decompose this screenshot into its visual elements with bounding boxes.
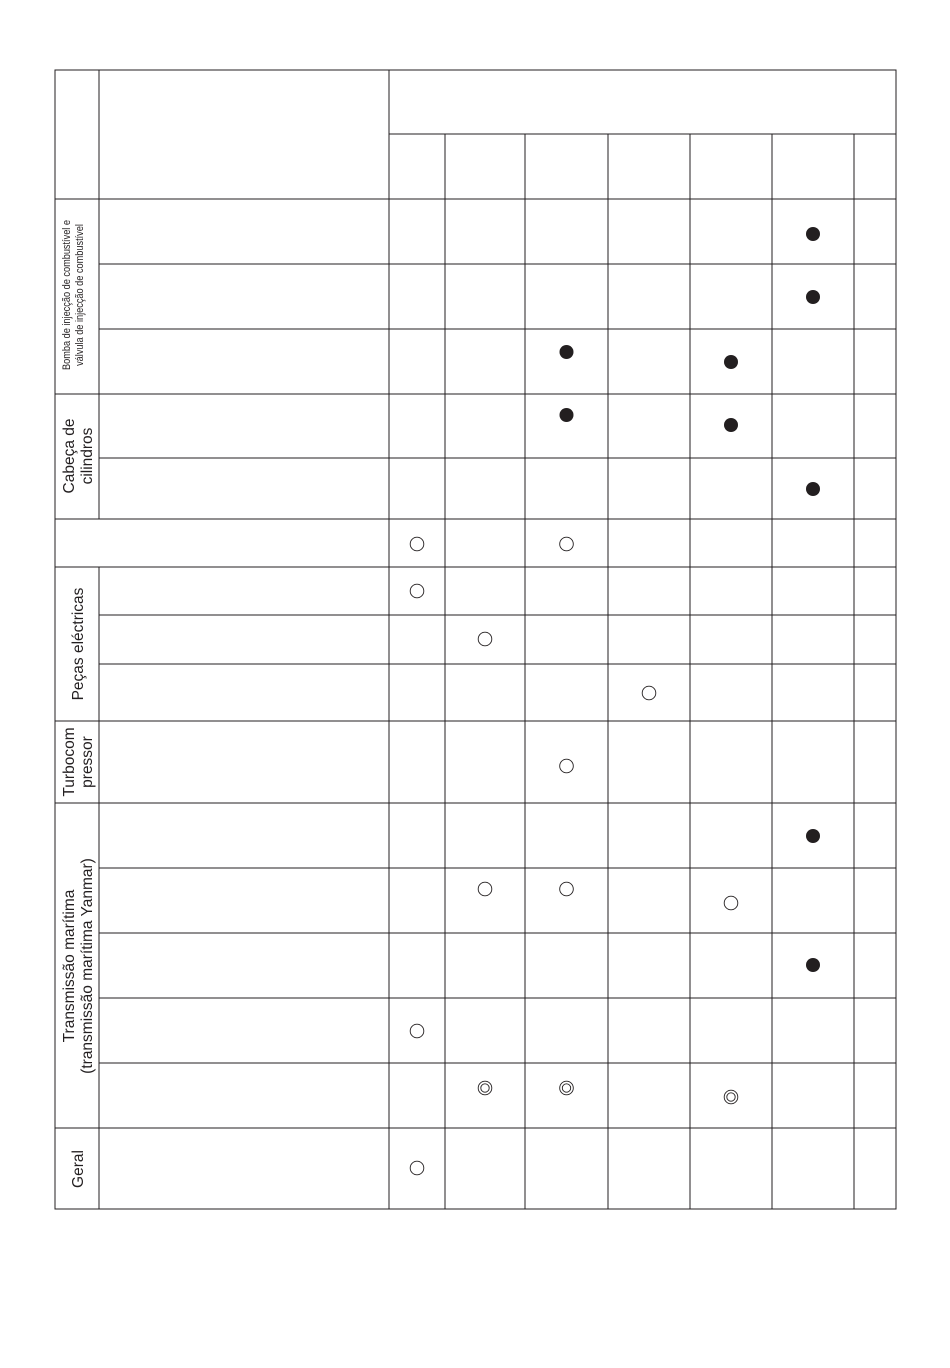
open-circle-icon — [560, 537, 574, 551]
group-label-marine-gear-line2: (transmissão marítima Yanmar) — [79, 858, 96, 1074]
double-circle-inner — [727, 1093, 735, 1101]
filled-circle-icon — [560, 408, 574, 422]
group-label-turbocharger-line1: Turbocom — [61, 727, 78, 797]
filled-circle-icon — [806, 227, 820, 241]
open-circle-icon — [642, 686, 656, 700]
group-label-fuel-injection-line1: Bomba de injecção de combustível e — [61, 220, 74, 370]
open-circle-icon — [560, 759, 574, 773]
double-circle-icon — [560, 1081, 574, 1095]
double-circle-icon — [478, 1081, 492, 1095]
group-label-electrical-parts: Peças eléctricas — [70, 587, 87, 701]
open-circle-icon — [560, 882, 574, 896]
filled-circle-icon — [560, 345, 574, 359]
open-circle-icon — [410, 537, 424, 551]
open-circle-icon — [478, 632, 492, 646]
open-circle-icon — [478, 882, 492, 896]
group-label-marine-gear-line1: Transmissão marítima — [61, 889, 78, 1043]
open-circle-icon — [410, 1161, 424, 1175]
filled-circle-icon — [724, 355, 738, 369]
double-circle-icon — [724, 1090, 738, 1104]
open-circle-icon — [410, 1024, 424, 1038]
filled-circle-icon — [806, 290, 820, 304]
double-circle-inner — [481, 1084, 489, 1092]
filled-circle-icon — [806, 958, 820, 972]
group-label-cylinder-head-line1: Cabeça de — [61, 418, 78, 494]
table-frame — [55, 70, 896, 1209]
group-label-general: Geral — [70, 1150, 87, 1188]
schedule-marks — [410, 227, 820, 1175]
group-label-fuel-injection-line2: válvula de injecção de combustível — [74, 224, 87, 366]
table-grid — [55, 70, 896, 1209]
double-circle-inner — [562, 1084, 570, 1092]
filled-circle-icon — [806, 482, 820, 496]
open-circle-icon — [724, 896, 738, 910]
group-label-cylinder-head-line2: cilindros — [79, 427, 96, 485]
filled-circle-icon — [724, 418, 738, 432]
filled-circle-icon — [806, 829, 820, 843]
open-circle-icon — [410, 584, 424, 598]
group-label-turbocharger-line2: pressor — [79, 736, 96, 788]
